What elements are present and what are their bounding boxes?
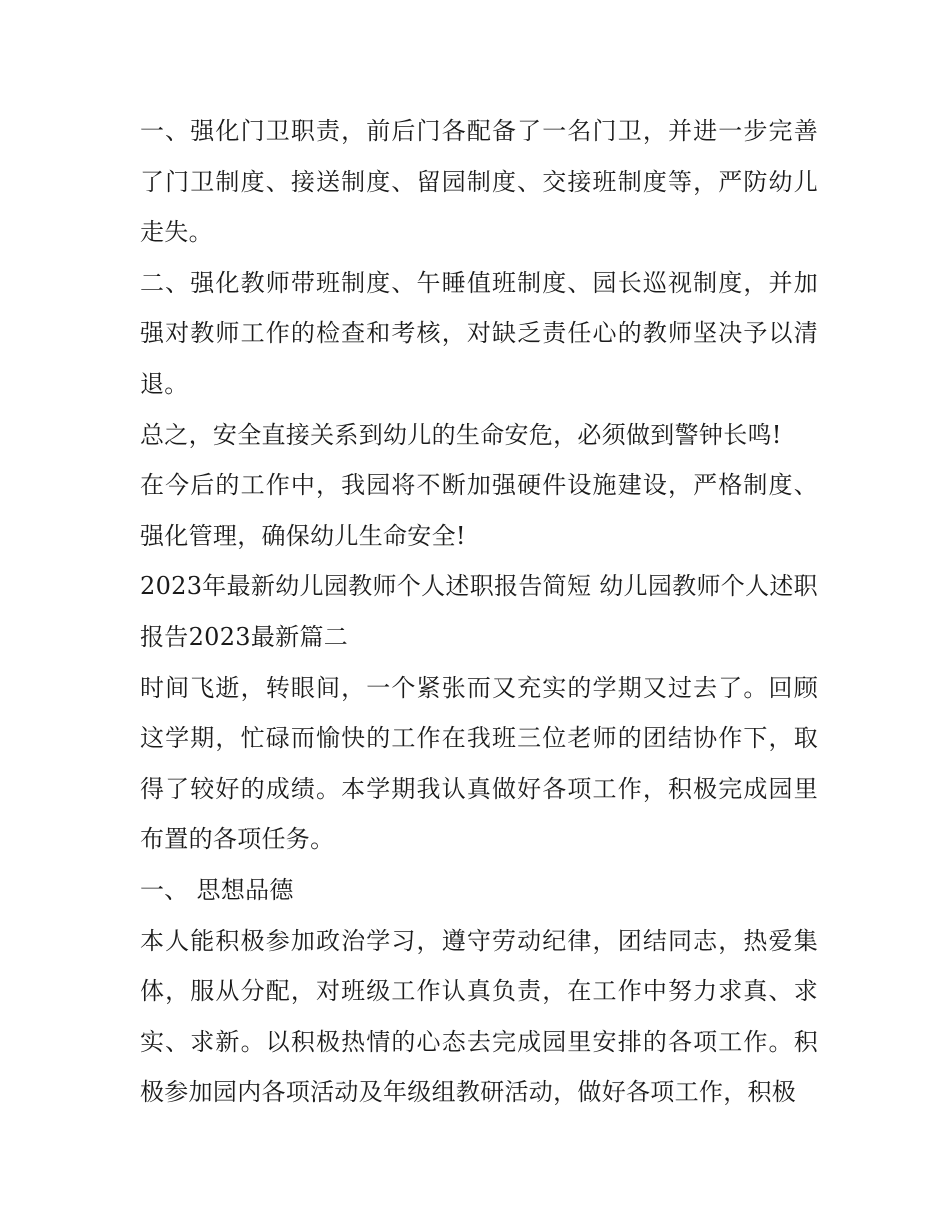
- document-page: [140, 106, 818, 1118]
- paragraph-conclusion: 总之，安全直接关系到幼儿的生命安危，必须做到警钟长鸣!: [140, 420, 782, 449]
- section-heading-ideology: 一、 思想品德: [140, 875, 294, 904]
- paragraph-ideology: 本人能积极参加政治学习，遵守劳动纪律，团结同志，热爱集体，服从分配，对班级工作认真负责，在工作中努力求真、求实、求新。以积极热情的心态去完成园里安排的各项工作。积极参加园内各项活动及年级组教研活动，做好各项工作，积极: [140, 926, 818, 1107]
- report-title: 2023年最新幼儿园教师个人述职报告简短 幼儿园教师个人述职报告2023最新篇二: [140, 572, 818, 651]
- paragraph-semester-review: 时间飞逝，转眼间，一个紧张而又充实的学期又过去了。回顾这学期，忙碌而愉快的工作在我班三位老师的团结协作下，取得了较好的成绩。本学期我认真做好各项工作，积极完成园里布置的各项任务。: [140, 673, 818, 854]
- paragraph-future-work: 在今后的工作中，我园将不断加强硬件设施建设，严格制度、强化管理，确保幼儿生命安全!: [140, 471, 818, 550]
- paragraph-gatekeeper-duty: 一、强化门卫职责，前后门各配备了一名门卫，并进一步完善了门卫制度、接送制度、留园制度、交接班制度等，严防幼儿走失。: [140, 117, 818, 247]
- paragraph-teacher-system: 二、强化教师带班制度、午睡值班制度、园长巡视制度，并加强对教师工作的检查和考核，对缺乏责任心的教师坚决予以清退。: [140, 268, 818, 398]
